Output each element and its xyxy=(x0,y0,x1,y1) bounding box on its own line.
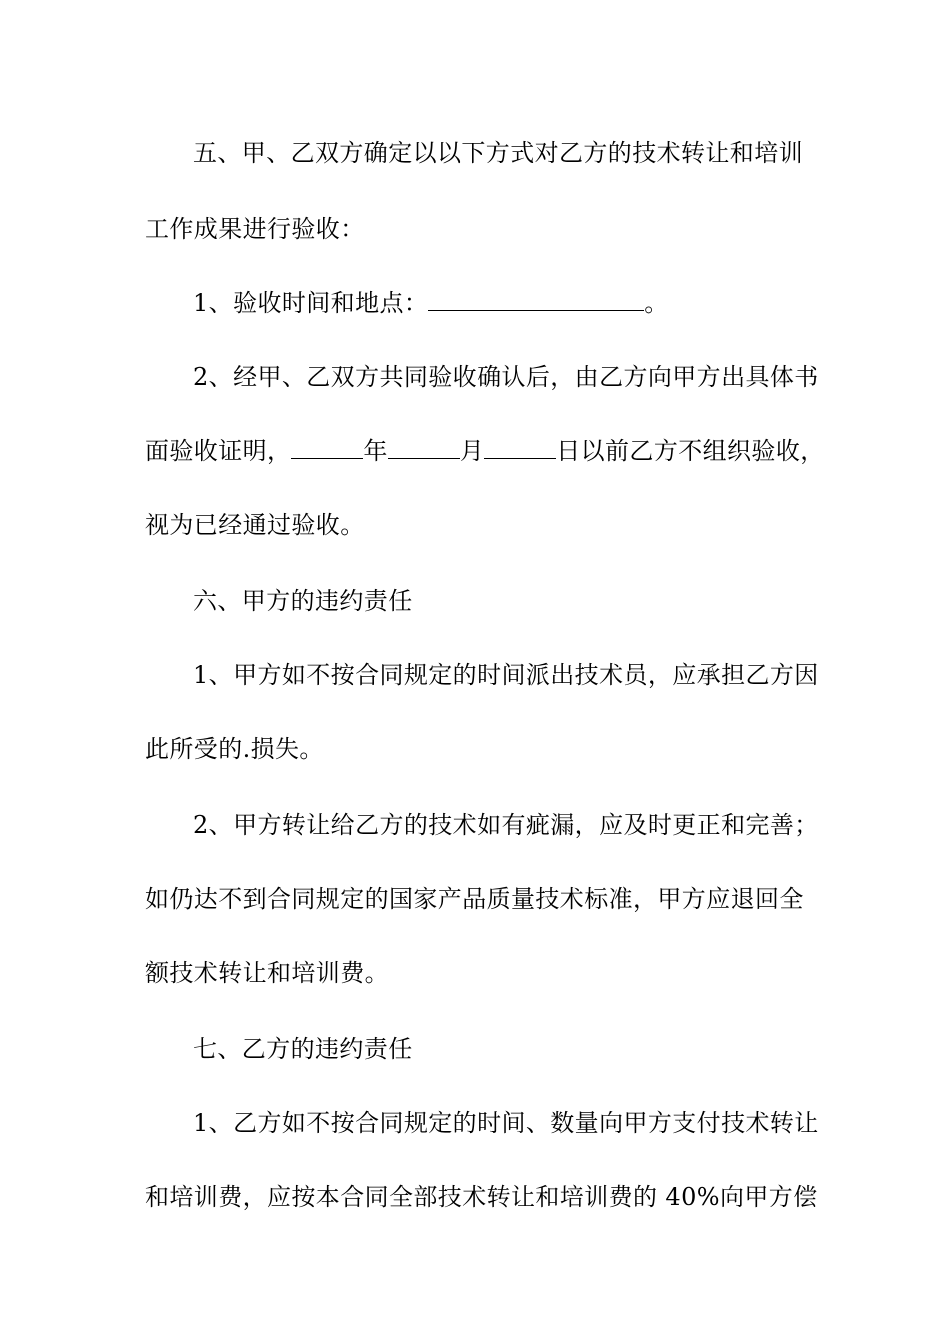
paragraph-line xyxy=(145,732,324,766)
text-line: 1、乙方如不按合同规定的时间、数量向甲方支付技术转让 xyxy=(193,1109,819,1137)
text-line: 额技术转让和培训费。 xyxy=(145,959,389,987)
paragraph-line xyxy=(193,360,819,394)
text-line: 月 xyxy=(459,437,485,465)
paragraph-line xyxy=(145,882,804,916)
text-line: 七、乙方的违约责任 xyxy=(193,1035,413,1063)
text-line: 工作成果进行验收： xyxy=(145,215,365,243)
text-line: 六、甲方的违约责任 xyxy=(193,587,413,615)
text-line: 此所受的.损失。 xyxy=(145,735,324,763)
paragraph-line xyxy=(145,1180,818,1214)
paragraph-line xyxy=(193,808,819,842)
text-line: 视为已经通过验收。 xyxy=(145,511,365,539)
text-line: 面验收证明， xyxy=(145,437,292,465)
paragraph-line xyxy=(193,1106,819,1140)
text-line: 日以前乙方不组织验收， xyxy=(556,437,825,465)
text-line: 和培训费，应按本合同全部技术转让和培训费的 40%向甲方偿 xyxy=(145,1183,818,1211)
paragraph-line xyxy=(145,212,365,246)
paragraph-line xyxy=(145,508,365,542)
text-line: 2、经甲、乙双方共同验收确认后，由乙方向甲方出具体书 xyxy=(193,363,819,391)
section-five-heading xyxy=(193,136,803,170)
text-line: 年 xyxy=(363,437,388,465)
acceptance-time-place xyxy=(193,286,669,320)
fill-blank-month xyxy=(388,436,460,459)
acceptance-date-line xyxy=(145,434,825,468)
paragraph-line xyxy=(193,658,819,692)
text-line: 如仍达不到合同规定的国家产品质量技术标准，甲方应退回全 xyxy=(145,885,804,913)
fill-blank-day xyxy=(484,436,556,459)
text-line: 。 xyxy=(644,289,669,317)
text-line: 1、甲方如不按合同规定的时间派出技术员，应承担乙方因 xyxy=(193,661,819,689)
fill-blank-time-place xyxy=(428,288,644,311)
text-line: 2、甲方转让给乙方的技术如有疵漏，应及时更正和完善； xyxy=(193,811,819,839)
fill-blank-year xyxy=(291,436,363,459)
paragraph-line xyxy=(145,956,389,990)
text-line: 1、验收时间和地点： xyxy=(193,289,429,317)
section-six-heading xyxy=(193,584,413,618)
text-line: 五、甲、乙双方确定以以下方式对乙方的技术转让和培训 xyxy=(193,139,803,167)
section-seven-heading xyxy=(193,1032,413,1066)
